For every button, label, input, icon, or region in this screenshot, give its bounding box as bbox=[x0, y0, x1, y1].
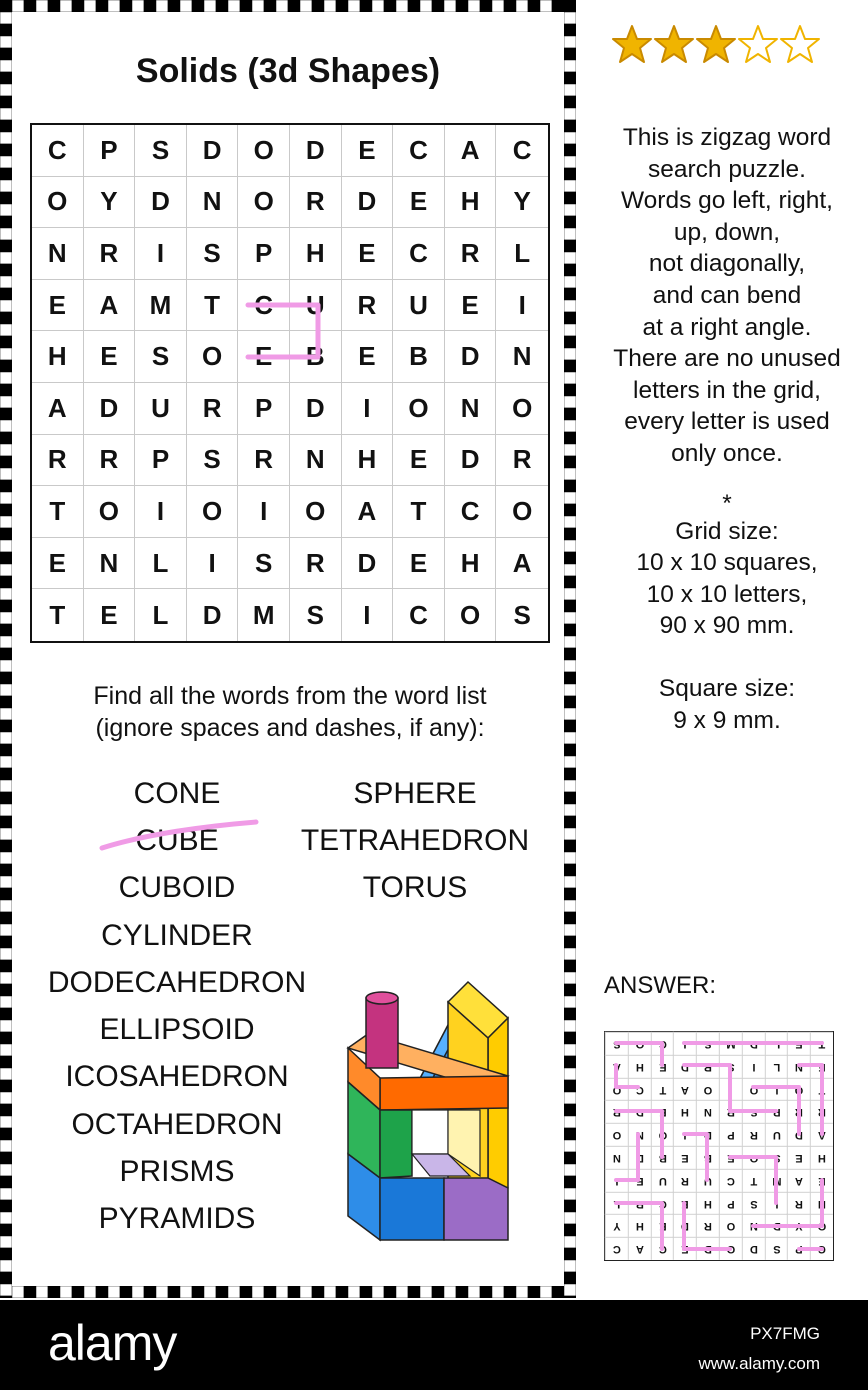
grid-cell: H bbox=[290, 228, 342, 280]
answer-cell: D bbox=[673, 1055, 696, 1078]
word-list-item: CONE bbox=[133, 777, 221, 810]
grid-cell: D bbox=[187, 589, 239, 641]
grid-cell: D bbox=[187, 125, 239, 177]
description-line: search puzzle. bbox=[648, 155, 806, 183]
grid-cell: N bbox=[32, 228, 84, 280]
answer-cell: O bbox=[605, 1123, 628, 1146]
grid-cell: O bbox=[496, 383, 548, 435]
grid-cell: C bbox=[393, 589, 445, 641]
grid-cell: R bbox=[290, 538, 342, 590]
answer-cell: E bbox=[651, 1100, 674, 1123]
answer-cell: P bbox=[765, 1100, 788, 1123]
answer-cell: N bbox=[742, 1214, 765, 1237]
answer-cell: D bbox=[628, 1146, 651, 1169]
grid-cell: E bbox=[84, 589, 136, 641]
grid-cell: I bbox=[496, 280, 548, 332]
grid-cell: I bbox=[238, 486, 290, 538]
answer-cell: D bbox=[742, 1237, 765, 1260]
grid-cell: C bbox=[238, 280, 290, 332]
answer-cell: Y bbox=[787, 1214, 810, 1237]
grid-cell: A bbox=[342, 486, 394, 538]
grid-cell: E bbox=[393, 538, 445, 590]
grid-cell: E bbox=[32, 538, 84, 590]
grid-cell: B bbox=[290, 331, 342, 383]
grid-cell: M bbox=[238, 589, 290, 641]
grid-cell: R bbox=[84, 228, 136, 280]
grid-cell: N bbox=[84, 538, 136, 590]
grid-cell: E bbox=[342, 125, 394, 177]
grid-cell: E bbox=[238, 331, 290, 383]
grid-cell: S bbox=[238, 538, 290, 590]
answer-cell: H bbox=[810, 1146, 833, 1169]
grid-cell: D bbox=[290, 383, 342, 435]
answer-cell: O bbox=[696, 1078, 719, 1101]
word-list-item: CUBE bbox=[135, 824, 219, 857]
answer-cell: N bbox=[696, 1100, 719, 1123]
grid-cell: O bbox=[393, 383, 445, 435]
answer-cell: M bbox=[765, 1169, 788, 1192]
instructions-line-2: (ignore spaces and dashes, if any): bbox=[95, 714, 485, 742]
answer-cell: T bbox=[742, 1169, 765, 1192]
word-list-item: DODECAHEDRON bbox=[47, 966, 307, 999]
grid-cell: D bbox=[135, 177, 187, 229]
answer-cell: C bbox=[651, 1237, 674, 1260]
star-filled-icon bbox=[654, 22, 694, 66]
answer-cell: I bbox=[719, 1078, 742, 1101]
grid-size-line: 10 x 10 letters, bbox=[646, 580, 808, 608]
answer-cell: P bbox=[719, 1192, 742, 1215]
answer-cell: O bbox=[605, 1078, 628, 1101]
puzzle-description bbox=[588, 122, 866, 736]
description-line: This is zigzag word bbox=[622, 124, 832, 151]
answer-cell: N bbox=[787, 1055, 810, 1078]
answer-cell: I bbox=[765, 1192, 788, 1215]
grid-cell: R bbox=[290, 177, 342, 229]
checker-border-top bbox=[0, 0, 576, 12]
grid-cell: I bbox=[135, 486, 187, 538]
answer-cell: N bbox=[605, 1146, 628, 1169]
answer-cell: O bbox=[742, 1146, 765, 1169]
answer-cell: E bbox=[673, 1146, 696, 1169]
answer-cell: R bbox=[696, 1214, 719, 1237]
grid-cell: E bbox=[84, 331, 136, 383]
grid-cell: H bbox=[445, 538, 497, 590]
word-list-item: CUBOID bbox=[118, 871, 236, 904]
answer-cell: D bbox=[742, 1032, 765, 1055]
grid-cell: A bbox=[32, 383, 84, 435]
answer-cell: C bbox=[810, 1237, 833, 1260]
grid-cell: E bbox=[342, 331, 394, 383]
answer-cell: R bbox=[787, 1192, 810, 1215]
answer-cell: C bbox=[651, 1192, 674, 1215]
answer-cell: L bbox=[765, 1032, 788, 1055]
description-line: only once. bbox=[671, 439, 783, 467]
answer-cell: D bbox=[628, 1100, 651, 1123]
square-size-line: Square size: bbox=[658, 674, 796, 702]
answer-cell: T bbox=[810, 1078, 833, 1101]
answer-cell: E bbox=[673, 1237, 696, 1260]
answer-cell: R bbox=[810, 1100, 833, 1123]
footer-logo: alamy bbox=[48, 1315, 177, 1371]
answer-cell: R bbox=[628, 1192, 651, 1215]
grid-cell: U bbox=[393, 280, 445, 332]
answer-cell: E bbox=[673, 1192, 696, 1215]
grid-cell: D bbox=[84, 383, 136, 435]
answer-cell: B bbox=[651, 1146, 674, 1169]
answer-cell: E bbox=[628, 1169, 651, 1192]
grid-cell: R bbox=[496, 435, 548, 487]
grid-cell: Y bbox=[84, 177, 136, 229]
word-list-item: SPHERE bbox=[353, 777, 477, 810]
grid-cell: S bbox=[290, 589, 342, 641]
answer-cell: P bbox=[719, 1123, 742, 1146]
grid-cell: N bbox=[187, 177, 239, 229]
answer-cell: C bbox=[719, 1169, 742, 1192]
answer-cell: H bbox=[696, 1192, 719, 1215]
word-list-item: CYLINDER bbox=[101, 919, 253, 952]
description-line: up, down, bbox=[673, 218, 781, 246]
answer-cell: O bbox=[787, 1078, 810, 1101]
grid-cell: I bbox=[135, 228, 187, 280]
grid-size-line: 10 x 10 squares, bbox=[636, 549, 818, 577]
grid-cell: C bbox=[496, 125, 548, 177]
description-separator: * bbox=[722, 489, 732, 517]
answer-cell: H bbox=[673, 1100, 696, 1123]
answer-cell: I bbox=[673, 1123, 696, 1146]
grid-cell: S bbox=[135, 331, 187, 383]
description-line: There are no unused bbox=[613, 345, 841, 373]
answer-cell: U bbox=[651, 1169, 674, 1192]
answer-cell: D bbox=[696, 1237, 719, 1260]
letter-grid bbox=[30, 123, 550, 643]
answer-cell: T bbox=[651, 1078, 674, 1101]
grid-cell: I bbox=[187, 538, 239, 590]
grid-cell: R bbox=[445, 228, 497, 280]
answer-cell: S bbox=[742, 1192, 765, 1215]
grid-cell: O bbox=[496, 486, 548, 538]
grid-cell: E bbox=[445, 280, 497, 332]
grid-cell: I bbox=[342, 589, 394, 641]
grid-cell: R bbox=[32, 435, 84, 487]
grid-cell: O bbox=[238, 125, 290, 177]
word-list-item: ELLIPSOID bbox=[99, 1013, 255, 1046]
answer-cell: H bbox=[628, 1055, 651, 1078]
grid-cell: T bbox=[32, 486, 84, 538]
grid-cell: E bbox=[393, 177, 445, 229]
star-empty-icon bbox=[780, 22, 820, 66]
grid-cell: E bbox=[393, 435, 445, 487]
grid-cell: N bbox=[445, 383, 497, 435]
grid-cell: H bbox=[342, 435, 394, 487]
answer-cell: U bbox=[765, 1123, 788, 1146]
grid-cell: D bbox=[445, 435, 497, 487]
answer-cell: R bbox=[605, 1100, 628, 1123]
difficulty-rating bbox=[612, 22, 820, 66]
answer-cell: O bbox=[742, 1078, 765, 1101]
grid-cell: U bbox=[290, 280, 342, 332]
grid-cell: E bbox=[342, 228, 394, 280]
grid-cell: O bbox=[290, 486, 342, 538]
grid-cell: C bbox=[32, 125, 84, 177]
grid-cell: R bbox=[84, 435, 136, 487]
grid-cell: D bbox=[342, 538, 394, 590]
answer-cell: E bbox=[787, 1146, 810, 1169]
grid-cell: I bbox=[342, 383, 394, 435]
grid-cell: H bbox=[445, 177, 497, 229]
grid-cell: T bbox=[187, 280, 239, 332]
answer-label: ANSWER: bbox=[604, 972, 717, 999]
grid-cell: S bbox=[135, 125, 187, 177]
grid-cell: O bbox=[187, 331, 239, 383]
answer-cell: I bbox=[742, 1055, 765, 1078]
grid-cell: A bbox=[445, 125, 497, 177]
word-list-item: TETRAHEDRON bbox=[300, 824, 530, 857]
grid-cell: L bbox=[135, 538, 187, 590]
word-list-item: PYRAMIDS bbox=[98, 1202, 256, 1235]
answer-cell: I bbox=[765, 1078, 788, 1101]
word-list-item: PRISMS bbox=[119, 1155, 235, 1188]
grid-cell: R bbox=[342, 280, 394, 332]
grid-cell: U bbox=[135, 383, 187, 435]
answer-cell: E bbox=[810, 1169, 833, 1192]
grid-cell: D bbox=[290, 125, 342, 177]
answer-cell: D bbox=[673, 1214, 696, 1237]
grid-cell: O bbox=[445, 589, 497, 641]
checker-border-right bbox=[564, 0, 576, 1298]
answer-cell: P bbox=[787, 1237, 810, 1260]
grid-cell: Y bbox=[496, 177, 548, 229]
grid-cell: L bbox=[496, 228, 548, 280]
answer-cell: E bbox=[719, 1146, 742, 1169]
answer-cell: A bbox=[810, 1123, 833, 1146]
answer-cell: E bbox=[787, 1032, 810, 1055]
answer-cell: I bbox=[673, 1032, 696, 1055]
grid-cell: B bbox=[393, 331, 445, 383]
grid-cell: O bbox=[187, 486, 239, 538]
answer-cell: C bbox=[651, 1032, 674, 1055]
answer-cell: R bbox=[696, 1055, 719, 1078]
answer-cell: S bbox=[765, 1237, 788, 1260]
grid-size-line: 90 x 90 mm. bbox=[659, 612, 795, 640]
grid-cell: L bbox=[135, 589, 187, 641]
grid-cell: A bbox=[496, 538, 548, 590]
star-empty-icon bbox=[738, 22, 778, 66]
answer-cell: S bbox=[765, 1146, 788, 1169]
answer-cell: A bbox=[628, 1237, 651, 1260]
answer-cell: R bbox=[787, 1100, 810, 1123]
answer-cell: C bbox=[605, 1237, 628, 1260]
answer-cell: E bbox=[651, 1055, 674, 1078]
word-list-item: ICOSAHEDRON bbox=[65, 1060, 289, 1093]
grid-cell: P bbox=[238, 228, 290, 280]
answer-cell: L bbox=[605, 1192, 628, 1215]
answer-cell: R bbox=[742, 1123, 765, 1146]
answer-cell: O bbox=[810, 1214, 833, 1237]
answer-cell: T bbox=[810, 1032, 833, 1055]
answer-cell: N bbox=[628, 1123, 651, 1146]
description-line: every letter is used bbox=[624, 408, 830, 436]
footer-image-id: PX7FMG bbox=[750, 1324, 820, 1343]
answer-cell: O bbox=[651, 1123, 674, 1146]
grid-cell: E bbox=[32, 280, 84, 332]
instructions bbox=[20, 680, 560, 744]
answer-cell: S bbox=[719, 1055, 742, 1078]
grid-cell: O bbox=[84, 486, 136, 538]
answer-cell: S bbox=[742, 1100, 765, 1123]
answer-cell: I bbox=[605, 1169, 628, 1192]
answer-cell: B bbox=[696, 1146, 719, 1169]
grid-cell: C bbox=[393, 125, 445, 177]
grid-cell: S bbox=[187, 435, 239, 487]
puzzle-title: Solids (3d Shapes) bbox=[135, 52, 441, 90]
answer-cell: R bbox=[673, 1169, 696, 1192]
grid-cell: S bbox=[187, 228, 239, 280]
answer-cell: H bbox=[628, 1214, 651, 1237]
grid-cell: O bbox=[238, 177, 290, 229]
footer-url: www.alamy.com bbox=[698, 1354, 820, 1373]
checker-border-left bbox=[0, 0, 12, 1298]
answer-cell: O bbox=[719, 1237, 742, 1260]
answer-cell: L bbox=[765, 1055, 788, 1078]
answer-grid bbox=[604, 1031, 834, 1261]
grid-cell: S bbox=[513, 599, 531, 630]
grid-cell: C bbox=[393, 228, 445, 280]
grid-size-line: Grid size: bbox=[675, 517, 779, 545]
grid-cell: C bbox=[445, 486, 497, 538]
grid-cell: D bbox=[342, 177, 394, 229]
grid-cell: M bbox=[135, 280, 187, 332]
grid-cell: T bbox=[393, 486, 445, 538]
grid-cell: P bbox=[84, 125, 136, 177]
cube-strikethrough bbox=[96, 816, 261, 856]
word-list-item: OCTAHEDRON bbox=[71, 1108, 283, 1141]
answer-cell: N bbox=[810, 1192, 833, 1215]
grid-cell: N bbox=[290, 435, 342, 487]
answer-cell: S bbox=[696, 1032, 719, 1055]
description-line: at a right angle. bbox=[642, 313, 812, 341]
grid-cell: R bbox=[238, 435, 290, 487]
answer-cell: D bbox=[696, 1123, 719, 1146]
answer-cell: D bbox=[787, 1123, 810, 1146]
answer-cell: Y bbox=[605, 1214, 628, 1237]
star-filled-icon bbox=[612, 22, 652, 66]
description-line: letters in the grid, bbox=[633, 376, 821, 404]
answer-cell: M bbox=[719, 1032, 742, 1055]
description-line: Words go left, right, bbox=[621, 187, 833, 215]
grid-cell: O bbox=[32, 177, 84, 229]
grid-cell: H bbox=[32, 331, 84, 383]
answer-cell: C bbox=[628, 1078, 651, 1101]
star-filled-icon bbox=[696, 22, 736, 66]
answer-cell: A bbox=[605, 1055, 628, 1078]
grid-cell: P bbox=[135, 435, 187, 487]
answer-cell: O bbox=[628, 1032, 651, 1055]
grid-cell: D bbox=[445, 331, 497, 383]
answer-cell: E bbox=[651, 1214, 674, 1237]
answer-cell: O bbox=[719, 1214, 742, 1237]
description-line: and can bend bbox=[652, 281, 802, 309]
footer-bar bbox=[0, 1300, 868, 1390]
answer-cell: R bbox=[719, 1100, 742, 1123]
answer-cell: D bbox=[765, 1214, 788, 1237]
grid-cell: N bbox=[496, 331, 548, 383]
answer-cell: A bbox=[787, 1169, 810, 1192]
answer-cell: A bbox=[673, 1078, 696, 1101]
grid-cell: A bbox=[84, 280, 136, 332]
grid-cell: T bbox=[32, 589, 84, 641]
answer-cell: U bbox=[696, 1169, 719, 1192]
answer-cell: S bbox=[605, 1032, 628, 1055]
square-size-line: 9 x 9 mm. bbox=[673, 706, 781, 734]
grid-cell: P bbox=[238, 383, 290, 435]
grid-cell: R bbox=[187, 383, 239, 435]
building-blocks-illustration bbox=[340, 978, 520, 1248]
checker-border-bottom bbox=[0, 1286, 576, 1298]
instructions-line-1: Find all the words from the word list bbox=[93, 682, 487, 710]
word-list-item: TORUS bbox=[362, 871, 468, 904]
description-line: not diagonally, bbox=[648, 250, 806, 278]
answer-cell: E bbox=[810, 1055, 833, 1078]
